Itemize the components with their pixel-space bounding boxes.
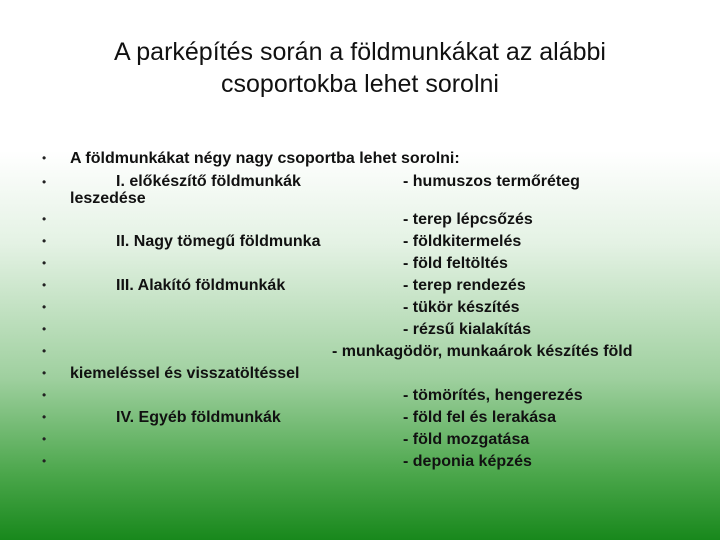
group-2-item: - földkitermelés [403,233,522,250]
bullet: • [42,432,47,446]
bullet: • [42,212,47,226]
bullet: • [42,278,47,292]
group-3-item: - terep rendezés [403,277,526,294]
group-1-label: I. előkészítő földmunkák [116,173,301,190]
group-4-item: - deponia képzés [403,453,532,470]
group-3-label: III. Alakító földmunkák [116,277,286,294]
slide-title-line-1: A parképítés során a földmunkákat az alábbi [114,38,606,66]
group-3-item: - munkagödör, munkaárok készítés föld [332,343,633,360]
bullet: • [42,234,47,248]
bullet: • [42,151,47,165]
bullet: • [42,388,47,402]
group-2-item: - föld feltöltés [403,255,508,272]
slide-title [60,36,660,100]
group-4-item: - föld mozgatása [403,431,530,448]
group-3-item: - tömörítés, hengerezés [403,387,583,404]
group-3-item-continuation: kiemeléssel és visszatöltéssel [70,365,300,382]
group-1-item: - terep lépcsőzés [403,211,533,228]
group-3-item: - rézsű kialakítás [403,321,532,338]
bullet: • [42,256,47,270]
bullet: • [42,175,47,189]
bullet: • [42,410,47,424]
group-1-item-continuation: leszedése [70,190,146,207]
slide-title-line-2: csoportokba lehet sorolni [221,70,499,98]
bullet: • [42,366,47,380]
bullet: • [42,300,47,314]
bullet: • [42,322,47,336]
bullet: • [42,344,47,358]
group-4-label: IV. Egyéb földmunkák [116,409,281,426]
group-4-item: - föld fel és lerakása [403,409,556,426]
group-3-item: - tükör készítés [403,299,520,316]
intro-text: A földmunkákat négy nagy csoportba lehet sorolni: [70,150,460,167]
bullet: • [42,454,47,468]
group-2-label: II. Nagy tömegű földmunka [116,233,321,250]
group-1-item: - humuszos termőréteg [403,173,580,190]
